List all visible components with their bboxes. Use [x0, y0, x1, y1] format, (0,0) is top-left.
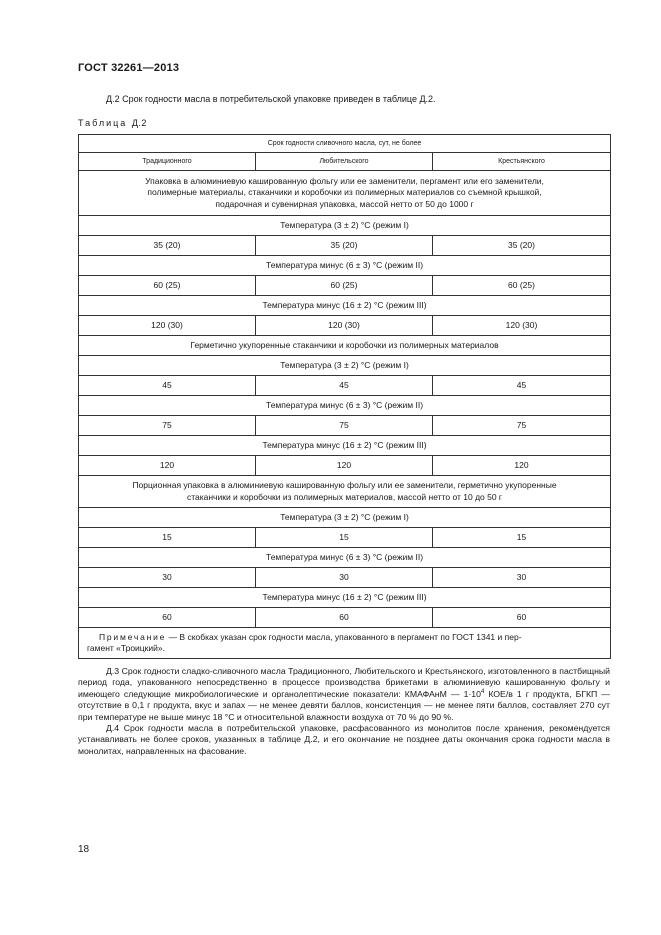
table-cell: 75: [79, 416, 256, 436]
temperature-row: [79, 356, 611, 376]
page-number: 18: [78, 844, 90, 855]
intro-paragraph: Д.2 Срок годности масла в потребительской упаковке приведен в таблице Д.2.: [106, 94, 436, 104]
table-cell: 35 (20): [433, 236, 611, 256]
temperature-row: [79, 296, 611, 316]
table-cell: 45: [433, 376, 611, 396]
section-description: [79, 336, 611, 356]
table-note-row: [79, 628, 611, 659]
table-cell: 60 (25): [256, 276, 433, 296]
section-description-line: стаканчики и коробочки из полимерных материалов, массой нетто от 10 до 50 г: [186, 491, 503, 502]
table-cell: 60 (25): [433, 276, 611, 296]
paragraph-d3-text: Д.3 Срок годности сладко-сливочного масла Традиционного, Любительского и Крестьянского, изготовленного в пастбищный период года, упакованного непосредственно в процессе производства брикетами в алюминиевую кашированную фольгу и имеющего следующие микробиологические и органолептические показатели: КМАФАнМ — 1·10: [78, 666, 610, 699]
value-row: [79, 376, 611, 396]
value-row: [79, 568, 611, 588]
value-row: [79, 416, 611, 436]
table-note: [79, 628, 611, 659]
value-row: [79, 528, 611, 548]
table-cell: 30: [433, 568, 611, 588]
column-header: Любительского: [256, 153, 433, 171]
section-description-row: [79, 336, 611, 356]
table-cell: 75: [256, 416, 433, 436]
temperature-row: [79, 588, 611, 608]
table-cell: 60: [79, 608, 256, 628]
table-cell: 15: [433, 528, 611, 548]
temperature-row: [79, 436, 611, 456]
table-cell: 75: [433, 416, 611, 436]
note-label: Примечание: [99, 631, 167, 642]
table-cell: 15: [256, 528, 433, 548]
section-description-row: [79, 476, 611, 508]
section-description-line: Герметично укупоренные стаканчики и коробочки из полимерных материалов: [190, 339, 499, 350]
table-cell: 35 (20): [256, 236, 433, 256]
temperature-label: Температура (3 ± 2) °С (режим I): [79, 508, 611, 528]
section-description-line: Упаковка в алюминиевую кашированную фольгу или ее заменители, пергамент или его заменители,: [145, 175, 544, 186]
table-caption-word: Таблица: [78, 118, 128, 128]
value-row: [79, 316, 611, 336]
temperature-row: [79, 508, 611, 528]
temperature-row: [79, 396, 611, 416]
table-caption-number: Д.2: [131, 118, 147, 128]
table-cell: 120 (30): [433, 316, 611, 336]
table-cell: 15: [79, 528, 256, 548]
temperature-label: Температура минус (6 ± 3) °С (режим II): [79, 548, 611, 568]
table-cell: 60: [433, 608, 611, 628]
value-row: [79, 276, 611, 296]
table-cell: 120 (30): [256, 316, 433, 336]
value-row: [79, 236, 611, 256]
section-description: [79, 476, 611, 508]
table-caption: [78, 118, 147, 128]
note-text: — В скобках указан срок годности масла, упакованного в пергамент по ГОСТ 1341 и пер-: [166, 631, 522, 642]
value-row: [79, 608, 611, 628]
temperature-label: Температура минус (16 ± 2) °С (режим III): [79, 296, 611, 316]
table-cell: 35 (20): [79, 236, 256, 256]
paragraph-d3: [78, 666, 610, 723]
table-cell: 30: [256, 568, 433, 588]
temperature-row: [79, 216, 611, 236]
section-description-line: подарочная и сувенирная упаковка, массой нетто от 50 до 1000 г: [215, 198, 474, 209]
table-top-header: Срок годности сливочного масла, сут, не более: [79, 135, 611, 153]
paragraph-d3-superscript: 4: [480, 688, 485, 695]
column-header: Традиционного: [79, 153, 256, 171]
table-cell: 30: [79, 568, 256, 588]
temperature-label: Температура (3 ± 2) °С (режим I): [79, 356, 611, 376]
temperature-label: Температура минус (16 ± 2) °С (режим III): [79, 588, 611, 608]
table-cell: 45: [79, 376, 256, 396]
table-cell: 120: [79, 456, 256, 476]
paragraph-d4: Д.4 Срок годности масла в потребительской упаковке, расфасованного из монолитов после хранения, рекомендуется устанавливать не более сроков, указанных в таблице Д.2, и его окончание не позднее даты окончания срока годности масла в монолитах, направленных на фасование.: [78, 723, 610, 756]
temperature-label: Температура (3 ± 2) °С (режим I): [79, 216, 611, 236]
paragraph-d3-text-continued: КОЕ/в 1 г продукта, БГКП — отсутствие в 0,1 г продукта, вкус и запах — не менее девяти баллов, консистенция — не менее пяти баллов, составляет 270 сут при температуре не выше минус 18 °С и относительной влажности воздуха от 70 % до 90 %.: [78, 688, 610, 722]
table-cell: 120 (30): [79, 316, 256, 336]
note-text-continued: гамент «Троицкий».: [87, 643, 165, 653]
temperature-label: Температура минус (16 ± 2) °С (режим III): [79, 436, 611, 456]
temperature-row: [79, 256, 611, 276]
section-description: [79, 171, 611, 216]
temperature-label: Температура минус (6 ± 3) °С (режим II): [79, 396, 611, 416]
shelf-life-table: [78, 134, 611, 659]
document-id: ГОСТ 32261—2013: [78, 62, 180, 74]
column-header: Крестьянского: [433, 153, 611, 171]
table-cell: 60 (25): [79, 276, 256, 296]
body-text: [78, 666, 610, 757]
section-description-line: Порционная упаковка в алюминиевую кашированную фольгу или ее заменители, герметично укупоренные: [132, 480, 557, 491]
table-column-header-row: [79, 153, 611, 171]
section-description-line: полимерные материалы, стаканчики и коробочки из полимерных материалов со съемной крышкой,: [147, 187, 542, 198]
value-row: [79, 456, 611, 476]
temperature-row: [79, 548, 611, 568]
table-cell: 120: [433, 456, 611, 476]
section-description-row: [79, 171, 611, 216]
table-cell: 60: [256, 608, 433, 628]
table-cell: 120: [256, 456, 433, 476]
table-cell: 45: [256, 376, 433, 396]
temperature-label: Температура минус (6 ± 3) °С (режим II): [79, 256, 611, 276]
table-header-row: [79, 135, 611, 153]
